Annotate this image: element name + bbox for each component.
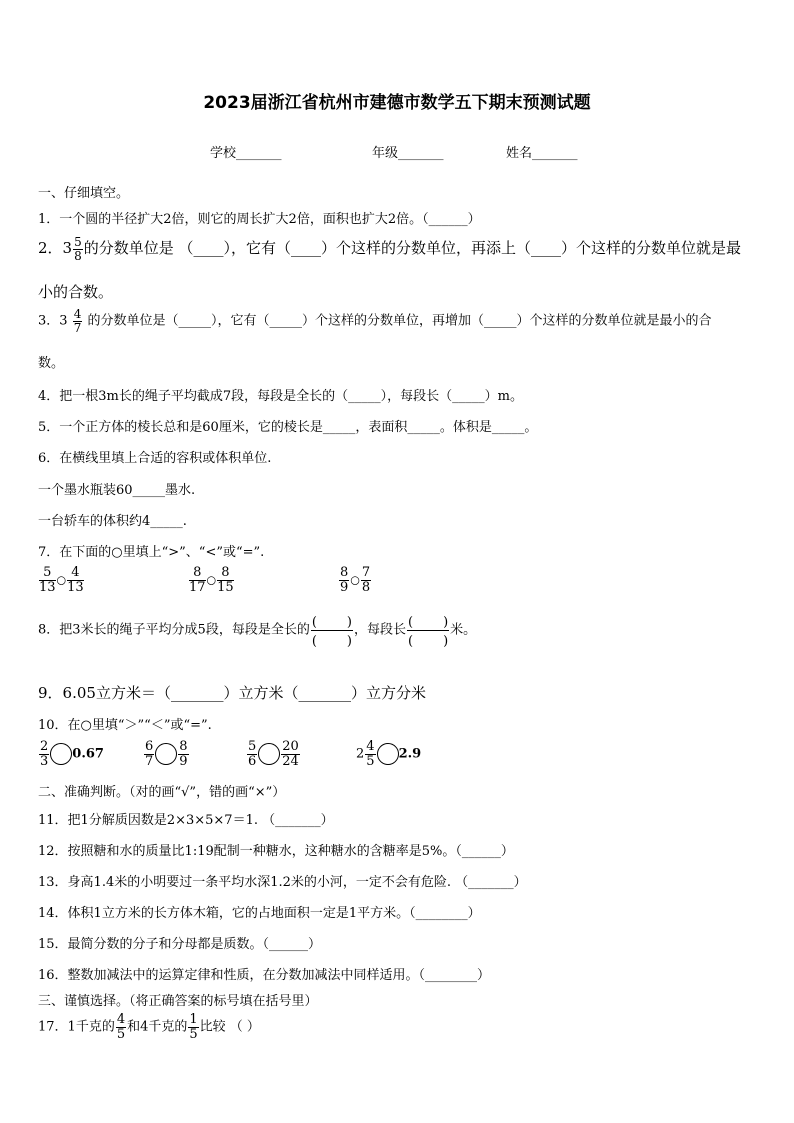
q7-item-2 — [188, 566, 235, 594]
paren: ( — [311, 633, 317, 649]
q10-2-d1: 7 — [145, 753, 154, 769]
q3-whole: 3．3 — [38, 313, 68, 329]
q7-2-n1: 8 — [189, 566, 206, 581]
question-3-cont: 数。 — [38, 356, 65, 371]
q2-num: 5 — [74, 235, 82, 249]
q10-2-d2: 9 — [179, 753, 188, 769]
q8-end: 米。 — [450, 622, 477, 638]
q17-b: 和4千克的 — [127, 1019, 188, 1035]
q10-4-right: 2.9 — [398, 746, 422, 762]
paren: ( — [408, 633, 414, 649]
question-6b: 一台轿车的体积约4_____. — [38, 514, 187, 529]
q8-text: 8．把3米长的绳子平均分成5段，每段是全长的 — [38, 622, 310, 638]
q2-text: 的分数单位是 （____），它有（____）个这样的分数单位，再添上（____）个这样的分数单位就是最 — [83, 239, 742, 258]
answer-circle[interactable] — [50, 743, 72, 765]
q17-d2: 5 — [189, 1026, 198, 1042]
question-7: 7．在下面的○里填上“>”、“<”或“=”. — [38, 545, 265, 560]
grade-field: 年级_______ — [372, 146, 444, 161]
question-2 — [38, 236, 741, 262]
q10-3-n2: 20 — [282, 739, 299, 754]
q17-c: 比较 （ ） — [199, 1019, 260, 1035]
compare-circle: ○ — [56, 573, 67, 587]
school-field: 学校_______ — [210, 146, 282, 161]
question-8 — [38, 612, 476, 648]
name-field: 姓名_______ — [506, 146, 578, 161]
paren: ) — [443, 633, 449, 649]
q10-item-2 — [143, 740, 190, 768]
question-2-cont: 小的合数。 — [38, 283, 114, 301]
q7-1-d1: 13 — [39, 579, 56, 595]
answer-circle[interactable] — [155, 743, 177, 765]
question-10: 10．在○里填“＞”“＜”或“=”. — [38, 718, 212, 733]
question-13: 13．身高1.4米的小明要过一条平均水深1.2米的小河，一定不会有危险. （_______） — [38, 875, 527, 890]
q10-item-1 — [38, 740, 104, 768]
question-14: 14．体积1立方米的长方体木箱，它的占地面积一定是1平方米。（________） — [38, 906, 481, 921]
paren: ) — [443, 615, 449, 630]
q10-1-right: 0.67 — [72, 746, 104, 762]
q10-2-n2: 8 — [179, 739, 188, 754]
q17-d1: 5 — [116, 1026, 126, 1042]
q10-item-4 — [356, 740, 421, 768]
q10-3-d1: 6 — [248, 753, 257, 769]
q7-item-1 — [38, 566, 85, 594]
answer-circle[interactable] — [258, 743, 280, 765]
q2-den: 8 — [74, 248, 82, 263]
compare-circle: ○ — [350, 573, 360, 587]
paren: ( — [408, 615, 414, 630]
compare-circle: ○ — [206, 573, 217, 587]
q8-mid: ，每段长 — [353, 622, 406, 638]
q17-n2: 1 — [189, 1012, 198, 1027]
q7-3-n1: 8 — [340, 565, 349, 580]
question-4: 4．把一根3m长的绳子平均截成7段，每段是全长的（_____），每段长（_____）m。 — [38, 389, 523, 404]
q7-1-n1: 5 — [39, 566, 56, 581]
q7-2-n2: 8 — [217, 566, 234, 581]
q7-2-d1: 17 — [189, 579, 206, 595]
question-3 — [38, 308, 711, 334]
q7-1-n2: 4 — [67, 566, 84, 581]
question-16: 16．整数加减法中的运算定律和性质，在分数加减法中同样适用。（________） — [38, 968, 491, 983]
q10-item-3 — [246, 740, 301, 768]
section-heading-1: 一、仔细填空。 — [38, 186, 130, 201]
q10-3-d2: 24 — [282, 753, 299, 769]
section-heading-3: 三、谨慎选择。（将正确答案的标号填在括号里） — [38, 994, 318, 1009]
q7-1-d2: 13 — [67, 579, 84, 595]
q7-3-n2: 7 — [361, 565, 371, 580]
q10-1-num: 2 — [40, 739, 49, 754]
paren: ) — [346, 615, 352, 630]
q7-3-d1: 9 — [340, 579, 349, 595]
q3-den: 7 — [73, 320, 82, 335]
question-12: 12．按照糖和水的质量比1:19配制一种糖水，这种糖水的含糖率是5%。（______） — [38, 844, 514, 859]
question-11: 11．把1分解质因数是2×3×5×7＝1. （_______） — [38, 813, 334, 828]
paren: ) — [346, 633, 352, 649]
section-heading-2: 二、准确判断。（对的画“√”，错的画“×”） — [38, 785, 286, 800]
q17-n1: 4 — [116, 1012, 126, 1027]
q10-3-n1: 5 — [248, 739, 257, 754]
q7-item-3 — [338, 566, 372, 594]
question-5: 5．一个正方体的棱长总和是60厘米，它的棱长是_____，表面积_____。体积是_____。 — [38, 420, 538, 435]
answer-circle[interactable] — [377, 743, 399, 765]
q3-num: 4 — [73, 307, 82, 321]
q10-4-den: 5 — [366, 753, 375, 769]
paren: ( — [311, 615, 317, 630]
page-title: 2023届浙江省杭州市建德市数学五下期末预测试题 — [203, 93, 591, 113]
question-6a: 一个墨水瓶装60_____墨水. — [38, 483, 196, 498]
question-15: 15．最简分数的分子和分母都是质数。（______） — [38, 937, 322, 952]
q10-4-num: 4 — [366, 739, 375, 754]
q7-2-d2: 15 — [217, 579, 234, 595]
q17-a: 17．1千克的 — [38, 1019, 115, 1035]
q10-2-n1: 6 — [145, 739, 154, 754]
q3-text: 的分数单位是（_____），它有（_____）个这样的分数单位，再增加（_____）个这样的分数单位就是最小的合 — [87, 313, 712, 329]
question-1: 1．一个圆的半径扩大2倍，则它的周长扩大2倍，面积也扩大2倍。（______） — [38, 212, 481, 227]
question-9: 9．6.05立方米＝（_______）立方米（_______）立方分米 — [38, 684, 426, 702]
q2-whole: 2．3 — [38, 239, 73, 258]
question-17 — [38, 1013, 260, 1041]
q10-1-den: 3 — [40, 753, 49, 769]
q10-4-whole: 2 — [356, 746, 365, 762]
question-6: 6．在横线里填上合适的容积或体积单位. — [38, 451, 272, 466]
q7-3-d2: 8 — [361, 579, 371, 595]
